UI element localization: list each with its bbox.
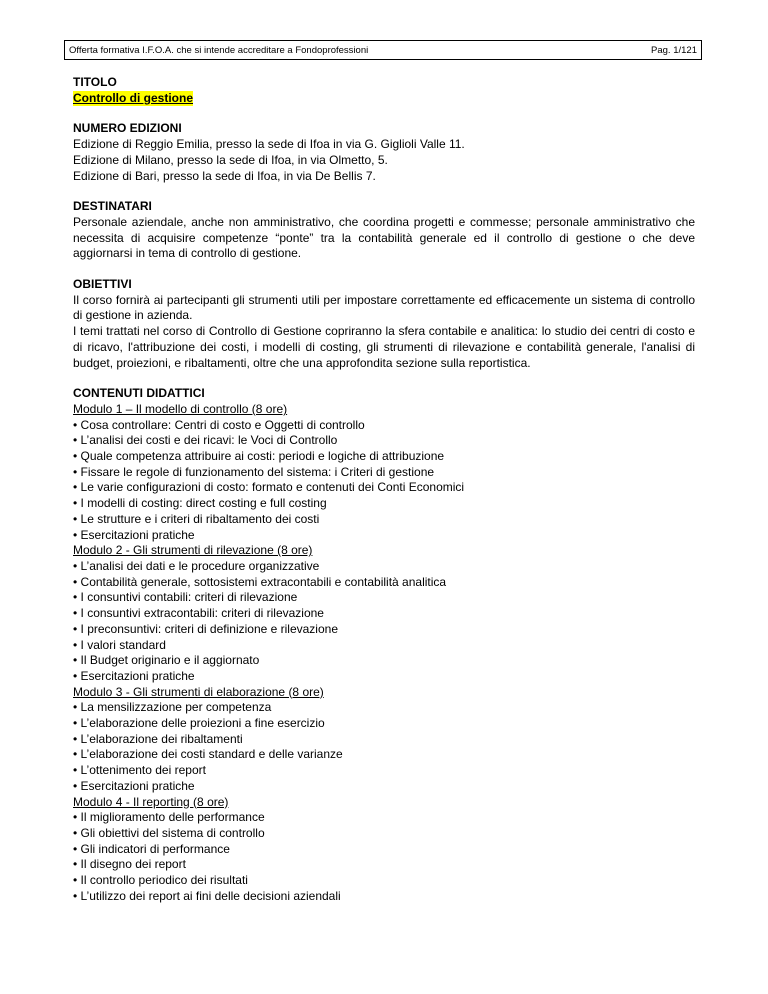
module-block (73, 543, 695, 684)
destinatari-text: Personale aziendale, anche non amministrativo, che coordina progetti e commesse; personale amministrativo che necessita di acquisire competenze “ponte” tra la contabilità generale ed il controllo di gestione o che deve aggiornarsi in tema di controllo di gestione. (73, 214, 695, 261)
list-item: • L’analisi dei costi e dei ricavi: le Voci di Controllo (73, 433, 338, 448)
module-heading: Modulo 1 – Il modello di controllo (8 ore) (73, 401, 288, 416)
header-page-number: Pag. 1/121 (651, 44, 697, 56)
list-item: • L’analisi dei dati e le procedure organizzative (73, 558, 320, 573)
destinatari-label: DESTINATARI (73, 199, 152, 214)
list-item: • Esercitazioni pratiche (73, 778, 195, 793)
header-document-title: Offerta formativa I.F.O.A. che si intende accreditare a Fondoprofessioni (69, 44, 369, 56)
section-titolo (73, 75, 695, 106)
list-item: • I valori standard (73, 637, 166, 652)
section-obiettivi (73, 277, 695, 371)
list-item: • Esercitazioni pratiche (73, 668, 195, 683)
list-item: • L’ottenimento dei report (73, 763, 206, 778)
list-item: • I consuntivi contabili: criteri di rilevazione (73, 590, 298, 605)
module-heading: Modulo 2 - Gli strumenti di rilevazione (8 ore) (73, 543, 313, 558)
module-block (73, 402, 695, 543)
obiettivi-paragraph: Il corso fornirà ai partecipanti gli strumenti utili per impostare correttamente ed efficacemente un sistema di controllo di gestione in azienda. (73, 292, 695, 323)
list-item: • I consuntivi extracontabili: criteri di rilevazione (73, 606, 324, 621)
section-destinatari (73, 199, 695, 262)
obiettivi-label: OBIETTIVI (73, 277, 132, 292)
page-header (64, 40, 702, 60)
section-contenuti-didattici (73, 386, 695, 904)
list-item: • Le varie configurazioni di costo: formato e contenuti dei Conti Economici (73, 480, 465, 495)
list-item: • Gli indicatori di performance (73, 841, 230, 856)
list-item: • Le strutture e i criteri di ribaltamento dei costi (73, 511, 320, 526)
module-block (73, 795, 695, 905)
list-item: • Fissare le regole di funzionamento del sistema: i Criteri di gestione (73, 464, 435, 479)
obiettivi-paragraph: I temi trattati nel corso di Controllo di Gestione copriranno la sfera contabile e analitica: lo studio dei centri di costo e di ricavo, l'attribuzione dei costi, i modelli di costing, gli strumenti di rilevazione e contabilità generale, l'analisi di budget, proiezioni, e ribaltamenti, oltre che una approfondita sezione sulla reportistica. (73, 324, 695, 370)
list-item: • Esercitazioni pratiche (73, 527, 195, 542)
edizione-line: Edizione di Bari, presso la sede di Ifoa, in via De Bellis 7. (73, 168, 376, 183)
titolo-value: Controllo di gestione (73, 90, 193, 105)
list-item: • Quale competenza attribuire ai costi: periodi e logiche di attribuzione (73, 449, 445, 464)
section-numero-edizioni (73, 121, 695, 184)
edizione-line: Edizione di Milano, presso la sede di Ifoa, in via Olmetto, 5. (73, 152, 388, 167)
list-item: • Il disegno dei report (73, 857, 186, 872)
numero-edizioni-label: NUMERO EDIZIONI (73, 121, 182, 136)
list-item: • Gli obiettivi del sistema di controllo (73, 825, 265, 840)
list-item: • L’elaborazione delle proiezioni a fine esercizio (73, 716, 325, 731)
list-item: • Contabilità generale, sottosistemi extracontabili e contabilità analitica (73, 574, 447, 589)
edizione-line: Edizione di Reggio Emilia, presso la sede di Ifoa in via G. Giglioli Valle 11. (73, 137, 465, 152)
document-body (73, 75, 695, 919)
list-item: • L’utilizzo dei report ai fini delle decisioni aziendali (73, 888, 341, 903)
module-heading: Modulo 3 - Gli strumenti di elaborazione (8 ore) (73, 684, 324, 699)
list-item: • Il controllo periodico dei risultati (73, 873, 248, 888)
module-heading: Modulo 4 - Il reporting (8 ore) (73, 794, 229, 809)
module-block (73, 685, 695, 795)
list-item: • I modelli di costing: direct costing e full costing (73, 496, 327, 511)
list-item: • Il Budget originario e il aggiornato (73, 653, 260, 668)
list-item: • La mensilizzazione per competenza (73, 700, 272, 715)
titolo-label: TITOLO (73, 75, 117, 89)
list-item: • I preconsuntivi: criteri di definizione e rilevazione (73, 621, 338, 636)
list-item: • Il miglioramento delle performance (73, 810, 265, 825)
list-item: • L’elaborazione dei ribaltamenti (73, 731, 243, 746)
list-item: • Cosa controllare: Centri di costo e Oggetti di controllo (73, 417, 365, 432)
list-item: • L’elaborazione dei costi standard e delle varianze (73, 747, 343, 762)
contenuti-label: CONTENUTI DIDATTICI (73, 386, 205, 401)
